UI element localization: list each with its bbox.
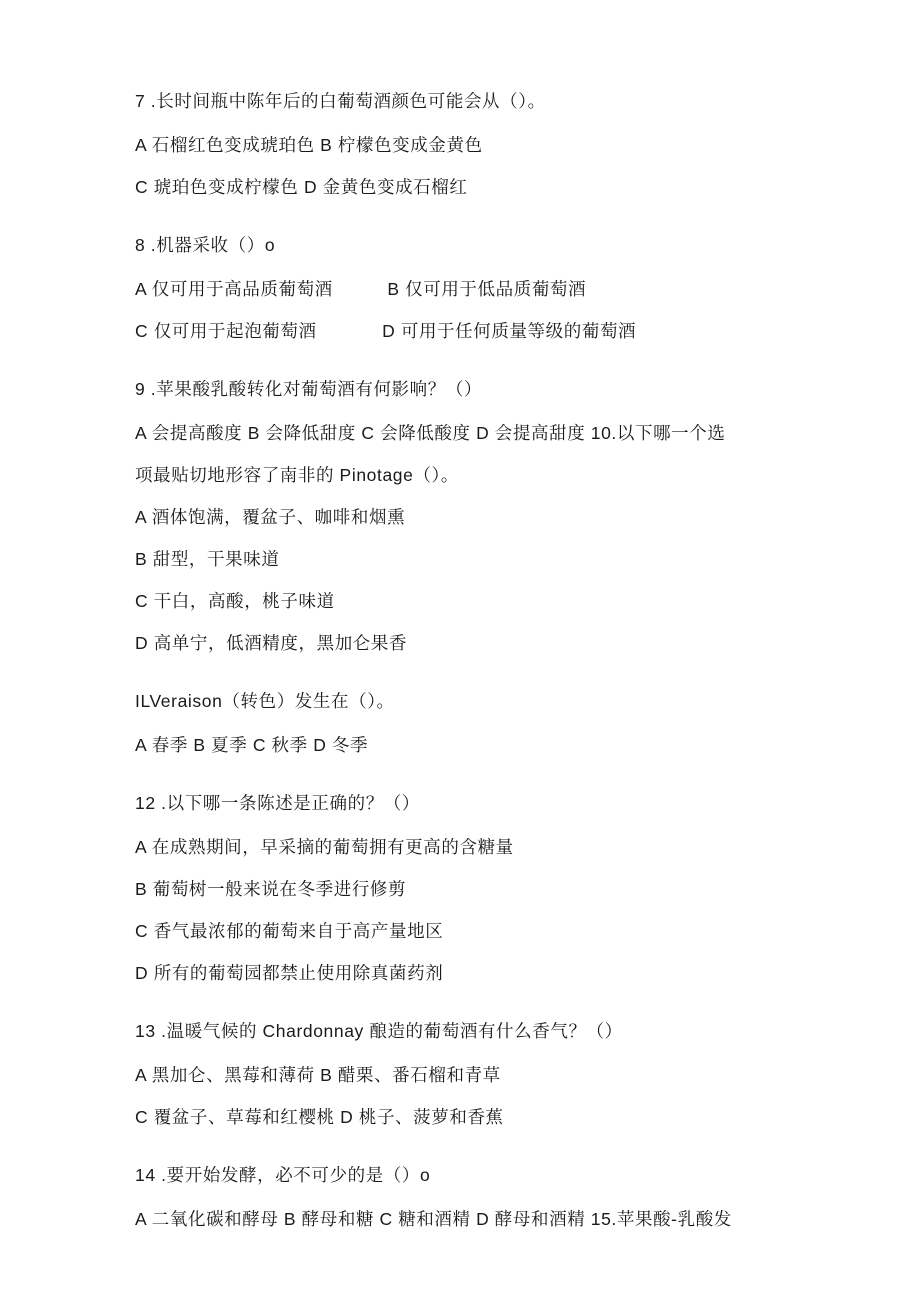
option-line: 项最贴切地形容了南非的 Pinotage（）。 — [135, 465, 459, 485]
option-line: A 二氧化碳和酵母 B 酵母和糖 C 糖和酒精 D 酵母和酒精 15.苹果酸-乳酸发 — [135, 1209, 732, 1229]
option-line: C 仅可用于起泡葡萄酒 D 可用于任何质量等级的葡萄酒 — [135, 321, 637, 341]
option-line: D 高单宁，低酒精度，黑加仑果香 — [135, 633, 408, 653]
option-line: A 仅可用于高品质葡萄酒 B 仅可用于低品质葡萄酒 — [135, 279, 587, 299]
option-line: C 干白，高酸，桃子味道 — [135, 591, 335, 611]
option-line: C 覆盆子、草莓和红樱桃 D 桃子、菠萝和香蕉 — [135, 1107, 504, 1127]
question-line: 9 .苹果酸乳酸转化对葡萄酒有何影响？（） — [135, 379, 483, 399]
option-line: B 甜型，干果味道 — [135, 549, 280, 569]
option-line: D 所有的葡萄园都禁止使用除真菌药剂 — [135, 963, 444, 983]
question-line: 7 .长时间瓶中陈年后的白葡萄酒颜色可能会从（）。 — [135, 91, 546, 111]
option-line: A 石榴红色变成琥珀色 B 柠檬色变成金黄色 — [135, 135, 483, 155]
option-line: A 春季 B 夏季 C 秋季 D 冬季 — [135, 735, 369, 755]
option-line: C 琥珀色变成柠檬色 D 金黄色变成石榴红 — [135, 177, 468, 197]
question-line: 8 .机器采收（）o — [135, 235, 276, 255]
document-body — [135, 80, 785, 1240]
option-line: A 酒体饱满，覆盆子、咖啡和烟熏 — [135, 507, 406, 527]
option-line: A 在成熟期间，早采摘的葡萄拥有更高的含糖量 — [135, 837, 514, 857]
question-line: 12 .以下哪一条陈述是正确的？（） — [135, 793, 420, 813]
option-line: A 会提高酸度 B 会降低甜度 C 会降低酸度 D 会提高甜度 10.以下哪一个选 — [135, 423, 726, 443]
option-line: C 香气最浓郁的葡萄来自于高产量地区 — [135, 921, 444, 941]
option-line: A 黑加仑、黑莓和薄荷 B 醋栗、番石榴和青草 — [135, 1065, 501, 1085]
question-line: 13 .温暖气候的 Chardonnay 酿造的葡萄酒有什么香气？（） — [135, 1021, 623, 1041]
question-line: ILVeraison（转色）发生在（）。 — [135, 691, 395, 711]
option-line: B 葡萄树一般来说在冬季进行修剪 — [135, 879, 407, 899]
question-line: 14 .要开始发酵，必不可少的是（）o — [135, 1165, 431, 1185]
